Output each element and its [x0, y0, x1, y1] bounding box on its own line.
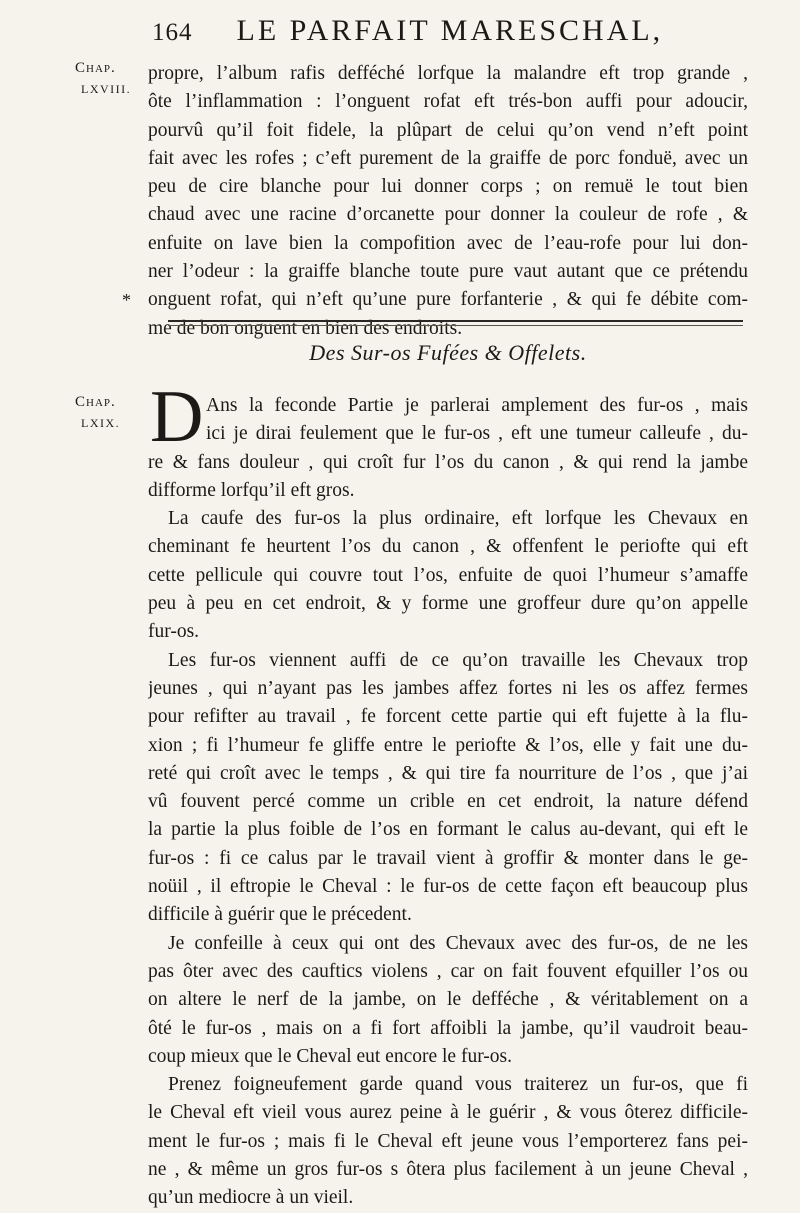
- text-line: la partie la plus foible de l’os en formant le calus au-devant, qui eft le: [148, 819, 748, 841]
- text-line: ôte l’inflammation : l’onguent rofat eft trés-bon auffi pour adoucir,: [148, 91, 748, 113]
- text-line: pas ôter avec des cauftics violens , car on fait fouvent efquiller l’os ou: [148, 960, 748, 982]
- text-line: propre, l’album rafis defféché lorfque la malandre eft trop grande ,: [148, 63, 748, 84]
- drop-cap: D: [150, 376, 204, 458]
- text-line: noüil , il eftropie le Cheval : le fur-os de cette façon eft beaucoup plus: [148, 876, 748, 898]
- text-line: difficile à guérir que le précedent.: [148, 904, 412, 926]
- chapter-label: Chap.: [75, 394, 116, 410]
- text-line: La caufe des fur-os la plus ordinaire, eft lorfque les Chevaux en: [168, 508, 748, 530]
- text-line: Ans la feconde Partie je parlerai amplement des fur-os , mais: [206, 395, 748, 416]
- chapter-number: LXIX.: [81, 416, 121, 430]
- text-line: ment le fur-os ; mais fi le Cheval eft jeune vous l’emporterez fans pei-: [148, 1130, 748, 1152]
- text-line: peu de cire blanche pour lui donner corps ; on remuë le tout bien: [148, 176, 748, 198]
- text-line: coup mieux que le Cheval eut encore le fur-os.: [148, 1045, 513, 1067]
- section-divider: [168, 320, 743, 322]
- text-line: cheminant fe heurtent l’os du canon , & offenfent le periofte qui eft: [148, 536, 748, 558]
- text-line: xion ; fi l’humeur fe gliffe entre le periofte & l’os, elle y fait une du-: [148, 734, 748, 756]
- section-title: Des Sur-os Fufées & Offelets.: [309, 340, 587, 365]
- chapter-label: Chap.: [75, 60, 116, 76]
- margin-note-chapter-68: [75, 58, 131, 100]
- text-line: peu à peu en cet endroit, & y forme une groffeur dure qu’on appelle: [148, 593, 748, 615]
- text-line: fait avec les rofes ; c’eft purement de la graiffe de porc fonduë, avec un: [148, 147, 748, 169]
- text-line: chaud avec une racine d’orcanette pour donner la couleur de rofe , &: [148, 204, 748, 226]
- text-line: fur-os : fi ce calus par le travail vient à groffir & monter dans le ge-: [148, 847, 748, 869]
- text-line: enfuite on lave bien la compofition avec de l’eau-rofe pour lui don-: [148, 232, 748, 254]
- text-line: difforme lorfqu’il eft gros.: [148, 479, 355, 501]
- page-number: 164: [152, 19, 193, 46]
- text-line: pour refifter au travail , fe forcent cette partie qui eft fujette à la flu-: [148, 706, 748, 728]
- section-divider-thin: [168, 325, 743, 326]
- text-line: ne , & même un gros fur-os s ôtera plus facilement à un jeune Cheval ,: [148, 1159, 748, 1181]
- text-line: onguent rofat, qui n’eft qu’une pure forfanterie , & qui fe débite com-: [148, 289, 748, 311]
- text-line: fur-os.: [148, 621, 200, 643]
- text-line: on altere le nerf de la jambe, on le defféche , & véritablement on a: [148, 989, 748, 1011]
- text-line: Les fur-os viennent auffi de ce qu’on travaille les Chevaux trop: [168, 649, 748, 671]
- chapter-number: LXVIII.: [81, 82, 132, 96]
- text-line: le Cheval eft vieil vous aurez peine à le guérir , & vous ôterez difficile-: [148, 1102, 748, 1124]
- margin-note-chapter-69: [75, 392, 120, 434]
- text-line: me de bon onguent en bien des endroits.: [148, 317, 463, 339]
- paragraph-onguent-rofat: [148, 60, 748, 343]
- text-line: reté qui croît avec le temps , & qui tire fa nourriture de l’os , que j’ai: [148, 762, 748, 784]
- text-line: re & fans douleur , qui croît fur l’os du canon , & qui rend la jambe: [148, 451, 748, 473]
- asterisk-mark: *: [122, 290, 131, 310]
- text-line: Prenez foigneufement garde quand vous traiterez un fur-os, que fi: [168, 1074, 748, 1096]
- text-line: pourvû qu’il foit fidele, la plûpart de celui qu’on vend n’eft point: [148, 119, 748, 141]
- text-line: vû fouvent percé comme un crible en cet endroit, la nature défend: [148, 791, 748, 813]
- page-header: [152, 14, 752, 54]
- paragraph-sur-os: [148, 392, 748, 1213]
- text-line: jeunes , qui n’ayant pas les jambes affez fortes ni les os affez fermes: [148, 677, 748, 699]
- text-line: Je confeille à ceux qui ont des Chevaux avec des fur-os, de ne les: [168, 932, 748, 954]
- text-line: ôté le fur-os , mais on a fi fort affoibli la jambe, qu’il vaudroit beau-: [148, 1017, 748, 1039]
- text-line: ici je dirai feulement que le fur-os , eft une tumeur calleufe , du-: [206, 423, 748, 445]
- running-title: LE PARFAIT MARESCHAL,: [236, 14, 664, 47]
- text-line: qu’un mediocre à un vieil.: [148, 1187, 354, 1209]
- text-line: cette pellicule qui couvre tout l’os, enfuite de quoi l’humeur s’amaffe: [148, 564, 748, 586]
- text-line: ner l’odeur : la graiffe blanche toute pure vaut autant que ce prétendu: [148, 261, 748, 283]
